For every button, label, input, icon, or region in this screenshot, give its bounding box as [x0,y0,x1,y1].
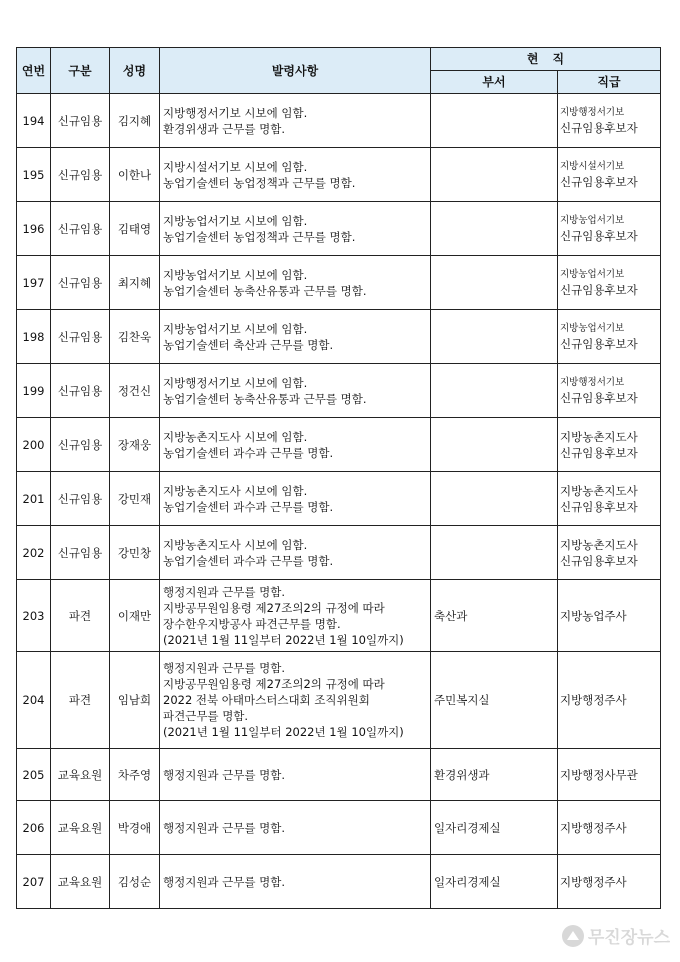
order-line: 지방시설서기보 시보에 임함. [163,159,308,174]
table-row [17,364,661,418]
rank-value: 지방행정사무관 [560,767,638,782]
rank-previous: 지방농촌지도사 [560,537,638,552]
cell-order [160,364,431,418]
cell-no: 202 [17,526,51,580]
rank-value: 신규임용후보자 [560,336,638,351]
order-line: 농업기술센터 농업정책과 근무를 명함. [163,229,356,244]
order-line: 농업기술센터 농축산유통과 근무를 명함. [163,391,367,406]
cell-name: 임남희 [110,652,160,749]
cell-name: 장재웅 [110,418,160,472]
cell-dept: 주민복지실 [431,652,558,749]
header-rank: 직급 [558,71,661,94]
cell-dept [431,148,558,202]
cell-order [160,202,431,256]
cell-rank [558,256,661,310]
cell-rank [558,418,661,472]
table-row [17,652,661,749]
table-row [17,418,661,472]
cell-dept [431,472,558,526]
cell-name: 강민창 [110,526,160,580]
cell-type: 교육요원 [51,855,110,909]
rank-previous: 지방농촌지도사 [560,483,638,498]
table-body [17,94,661,909]
rank-value: 신규임용후보자 [560,174,638,189]
cell-type: 신규임용 [51,310,110,364]
cell-rank [558,749,661,801]
cell-type: 파견 [51,652,110,749]
cell-no: 201 [17,472,51,526]
order-line: (2021년 1월 11일부터 2022년 1월 10일까지) [163,725,404,739]
table-row [17,749,661,801]
order-line: 농업기술센터 과수과 근무를 명함. [163,553,334,568]
cell-type: 신규임용 [51,94,110,148]
cell-no: 198 [17,310,51,364]
order-line: 장수한우지방공사 파견근무를 명함. [163,616,341,631]
cell-order [160,652,431,749]
order-line: 지방공무원임용령 제27조의2의 규정에 따라 [163,600,385,615]
order-line: 환경위생과 근무를 명함. [163,121,286,136]
cell-type: 교육요원 [51,749,110,801]
cell-type: 신규임용 [51,148,110,202]
header-dept: 부서 [431,71,558,94]
cell-order [160,801,431,855]
order-line: 농업기술센터 농업정책과 근무를 명함. [163,175,356,190]
table-row [17,202,661,256]
order-line: 행정지원과 근무를 명함. [163,767,286,782]
cell-no: 207 [17,855,51,909]
cell-rank [558,652,661,749]
cell-order [160,94,431,148]
rank-previous: 지방행정서기보 [560,106,625,118]
order-line: 지방행정서기보 시보에 임함. [163,105,308,120]
header-order: 발령사항 [160,48,431,94]
header-no: 연번 [17,48,51,94]
order-line: 지방농업서기보 시보에 임함. [163,267,308,282]
order-line: 지방농업서기보 시보에 임함. [163,321,308,336]
cell-rank [558,526,661,580]
cell-name: 김태영 [110,202,160,256]
cell-name: 김찬욱 [110,310,160,364]
cell-rank [558,94,661,148]
cell-dept [431,94,558,148]
cell-type: 파견 [51,580,110,652]
cell-dept: 일자리경제실 [431,801,558,855]
cell-name: 차주영 [110,749,160,801]
order-line: 지방공무원임용령 제27조의2의 규정에 따라 [163,677,385,691]
rank-value: 신규임용후보자 [560,445,638,460]
rank-value: 신규임용후보자 [560,499,638,514]
header-current: 현직 [431,48,661,71]
cell-name: 강민재 [110,472,160,526]
table-row [17,580,661,652]
cell-no: 199 [17,364,51,418]
cell-type: 신규임용 [51,202,110,256]
rank-value: 지방행정주사 [560,820,627,835]
rank-value: 신규임용후보자 [560,228,638,243]
table-row [17,855,661,909]
cell-dept [431,256,558,310]
table-row [17,94,661,148]
cell-dept [431,310,558,364]
cell-no: 200 [17,418,51,472]
watermark-text: 무진장뉴스 [587,928,670,948]
order-line: 행정지원과 근무를 명함. [163,820,286,835]
cell-type: 신규임용 [51,526,110,580]
cell-rank [558,202,661,256]
cell-no: 203 [17,580,51,652]
cell-order [160,749,431,801]
cell-dept: 일자리경제실 [431,855,558,909]
cell-no: 197 [17,256,51,310]
cell-rank [558,310,661,364]
cell-order [160,418,431,472]
cell-type: 신규임용 [51,364,110,418]
rank-previous: 지방농업서기보 [560,322,625,334]
table-row [17,310,661,364]
order-line: (2021년 1월 11일부터 2022년 1월 10일까지) [163,632,404,647]
cell-name: 박경애 [110,801,160,855]
order-line: 지방농촌지도사 시보에 임함. [163,537,308,552]
cell-no: 194 [17,94,51,148]
order-line: 행정지원과 근무를 명함. [163,661,286,675]
rank-value: 지방행정주사 [560,693,627,707]
cell-type: 신규임용 [51,472,110,526]
order-line: 행정지원과 근무를 명함. [163,584,286,599]
cell-order [160,310,431,364]
watermark [562,923,670,948]
rank-previous: 지방농업서기보 [560,268,625,280]
order-line: 지방농업서기보 시보에 임함. [163,213,308,228]
cell-no: 195 [17,148,51,202]
order-line: 농업기술센터 농축산유통과 근무를 명함. [163,283,367,298]
rank-previous: 지방시설서기보 [560,160,625,172]
order-line: 농업기술센터 과수과 근무를 명함. [163,445,334,460]
cell-order [160,148,431,202]
table-row [17,526,661,580]
order-line: 행정지원과 근무를 명함. [163,874,286,889]
cell-rank [558,801,661,855]
rank-previous: 지방농업서기보 [560,214,625,226]
rank-value: 지방농업주사 [560,608,627,623]
cell-rank [558,580,661,652]
cell-dept [431,526,558,580]
header-type: 구분 [51,48,110,94]
rank-value: 신규임용후보자 [560,282,638,297]
header-name: 성명 [110,48,160,94]
cell-dept [431,202,558,256]
cell-no: 196 [17,202,51,256]
rank-value: 신규임용후보자 [560,120,638,135]
rank-value: 신규임용후보자 [560,553,638,568]
rank-value: 신규임용후보자 [560,390,638,405]
cell-type: 신규임용 [51,418,110,472]
cell-rank [558,855,661,909]
table-row [17,148,661,202]
cell-name: 정건신 [110,364,160,418]
logo-mountain-icon [562,925,584,947]
cell-no: 206 [17,801,51,855]
cell-name: 최지혜 [110,256,160,310]
cell-rank [558,472,661,526]
rank-previous: 지방행정서기보 [560,376,625,388]
cell-rank [558,148,661,202]
table-header [17,48,661,94]
table-row [17,472,661,526]
order-line: 지방농촌지도사 시보에 임함. [163,429,308,444]
cell-name: 이재만 [110,580,160,652]
cell-dept [431,418,558,472]
personnel-order-table [16,47,661,909]
table-row [17,801,661,855]
cell-order [160,855,431,909]
cell-dept [431,364,558,418]
cell-order [160,580,431,652]
cell-name: 이한나 [110,148,160,202]
cell-dept: 축산과 [431,580,558,652]
order-line: 2022 전북 아태마스터스대회 조직위원회 [163,693,370,707]
cell-type: 신규임용 [51,256,110,310]
rank-value: 지방행정주사 [560,874,627,889]
cell-name: 김지혜 [110,94,160,148]
cell-order [160,472,431,526]
cell-type: 교육요원 [51,801,110,855]
order-line: 농업기술센터 과수과 근무를 명함. [163,499,334,514]
cell-rank [558,364,661,418]
order-line: 지방행정서기보 시보에 임함. [163,375,308,390]
cell-no: 204 [17,652,51,749]
cell-order [160,526,431,580]
table-row [17,256,661,310]
cell-dept: 환경위생과 [431,749,558,801]
order-line: 지방농촌지도사 시보에 임함. [163,483,308,498]
rank-previous: 지방농촌지도사 [560,429,638,444]
order-line: 농업기술센터 축산과 근무를 명함. [163,337,334,352]
cell-no: 205 [17,749,51,801]
cell-order [160,256,431,310]
cell-name: 김성순 [110,855,160,909]
order-line: 파견근무를 명함. [163,709,249,723]
